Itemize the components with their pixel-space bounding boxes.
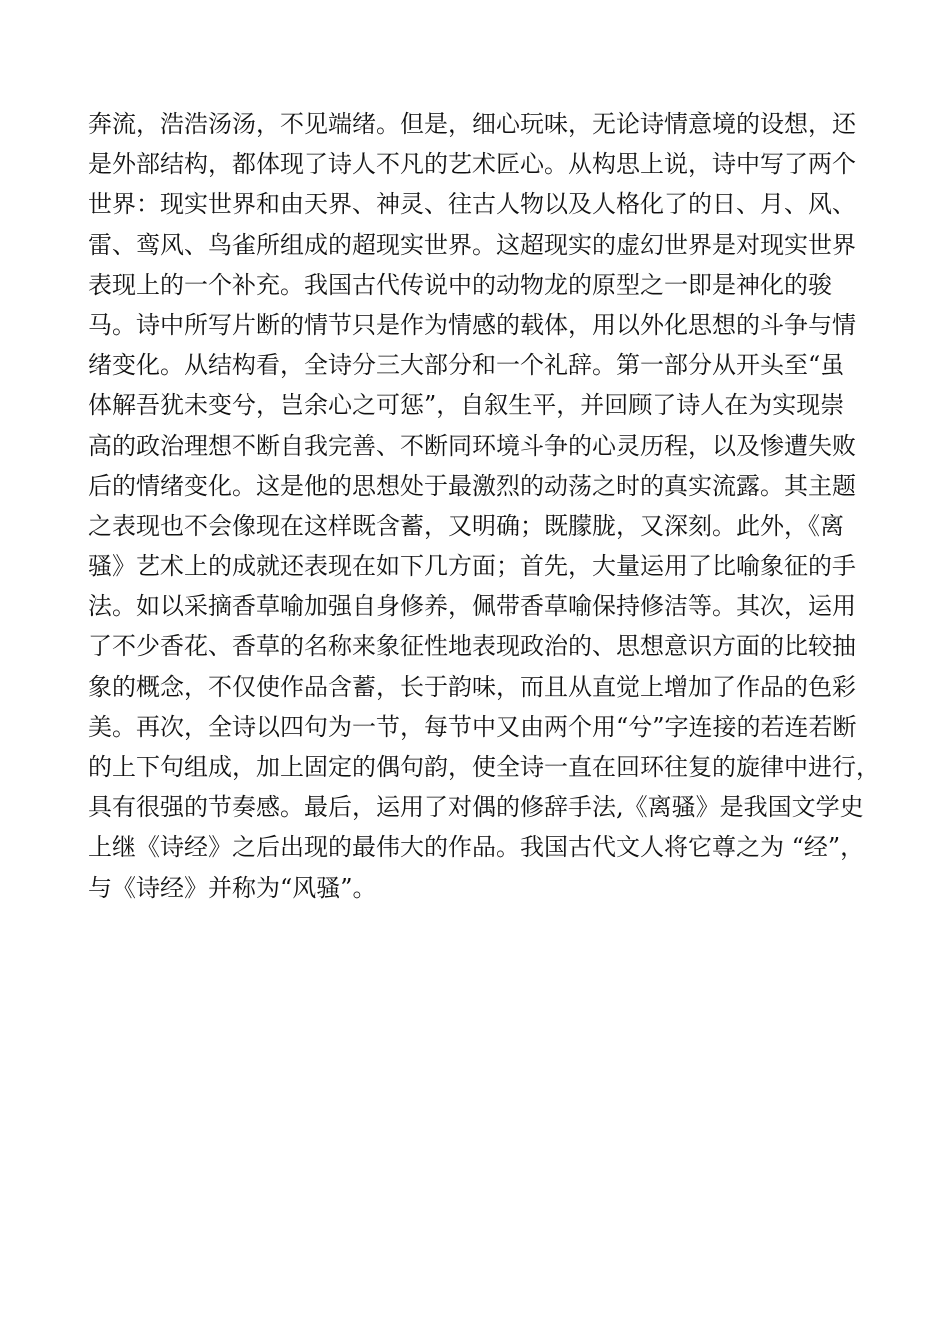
text-line: 之表现也不会像现在这样既含蓄，又明确；既朦胧，又深刻。此外，《离 — [88, 511, 844, 540]
text-line: 雷、鸾风、鸟雀所组成的超现实世界。这超现实的虚幻世界是对现实世界 — [88, 230, 856, 259]
text-line: 体解吾犹未变兮，岂余心之可惩”，自叙生平，并回顾了诗人在为实现崇 — [88, 391, 845, 420]
text-line: 了不少香花、香草的名称来象征性地表现政治的、思想意识方面的比较抽 — [88, 632, 856, 661]
text-line: 后的情绪变化。这是他的思想处于最激烈的动荡之时的真实流露。其主题 — [88, 471, 856, 500]
text-line: 世界：现实世界和由天界、神灵、往古人物以及人格化了的日、月、风、 — [88, 190, 856, 219]
text-line: 表现上的一个补充。我国古代传说中的动物龙的原型之一即是神化的骏 — [88, 270, 832, 299]
text-line: 的上下句组成，加上固定的偶句韵，使全诗一直在回环往复的旋律中进行， — [88, 753, 880, 781]
text-line: 上继《诗经》之后出现的最伟大的作品。我国古代文人将它尊之为 “经”， — [88, 833, 865, 862]
text-line: 象的概念，不仅使作品含蓄，长于韵味，而且从直觉上增加了作品的色彩 — [88, 672, 856, 701]
text-line: 奔流，浩浩汤汤，不见端绪。但是，细心玩味，无论诗情意境的设想，还 — [88, 110, 856, 138]
text-line: 骚》艺术上的成就还表现在如下几方面；首先，大量运用了比喻象征的手 — [88, 552, 856, 581]
text-line: 与《诗经》并称为“风骚”。 — [88, 873, 377, 902]
text-line: 法。如以采摘香草喻加强自身修养，佩带香草喻保持修洁等。其次，运用 — [88, 592, 856, 621]
text-line: 美。再次，全诗以四句为一节，每节中又由两个用“兮”字连接的若连若断 — [88, 712, 857, 741]
text-line: 马。诗中所写片断的情节只是作为情感的载体，用以外化思想的斗争与情 — [88, 310, 856, 339]
body-paragraph — [88, 104, 880, 908]
text-line: 高的政治理想不断自我完善、不断同环境斗争的心灵历程，以及惨遭失败 — [88, 431, 856, 460]
text-line: 是外部结构，都体现了诗人不凡的艺术匠心。从构思上说，诗中写了两个 — [88, 150, 856, 179]
text-line: 具有很强的节奏感。最后，运用了对偶的修辞手法,《离骚》是我国文学史 — [88, 793, 864, 822]
text-line: 绪变化。从结构看，全诗分三大部分和一个礼辞。第一部分从开头至“虽 — [88, 351, 845, 380]
